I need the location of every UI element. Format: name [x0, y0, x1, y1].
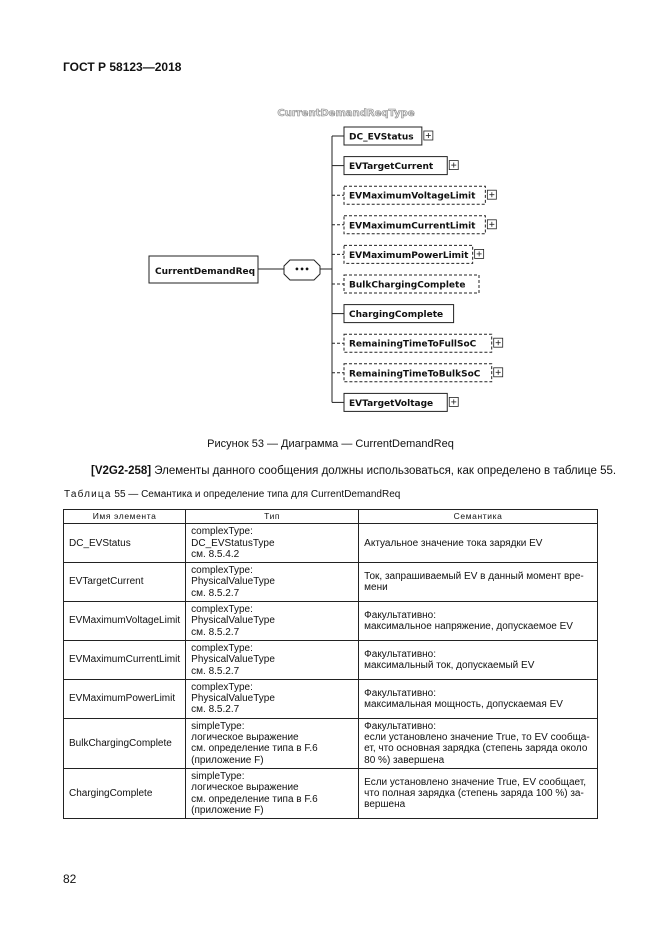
requirement-id: [V2G2-258] — [91, 465, 152, 477]
cell-semantics-line: 80 %) завершена — [364, 754, 445, 766]
requirement-text: Элементы данного сообщения должны использоваться, как определено в таблице 55. — [151, 465, 617, 477]
cell-semantics-line: Актуальное значение тока зарядки EV — [364, 537, 543, 549]
child-element-label: EVMaximumCurrentLimit — [349, 221, 476, 232]
cell-semantics — [359, 768, 598, 818]
table-caption — [64, 489, 400, 500]
cell-semantics — [359, 640, 598, 679]
cell-semantics-line: Факультативно: — [364, 720, 437, 732]
cell-type-line: логическое выражение — [191, 732, 299, 744]
table-row — [64, 524, 598, 563]
cell-type-line: логическое выражение — [191, 782, 299, 794]
figure-caption: Рисунок 53 — Диаграмма — CurrentDemandReq — [207, 438, 454, 450]
cell-semantics-line: Факультативно: — [364, 648, 437, 660]
cell-type-line: PhysicalValueType — [191, 693, 275, 705]
root-element-label: CurrentDemandReq — [155, 267, 256, 277]
cell-semantics — [359, 524, 598, 563]
cell-semantics-line: мени — [364, 582, 388, 594]
cell-type-line: PhysicalValueType — [191, 615, 275, 627]
child-element-label: EVMaximumVoltageLimit — [349, 191, 476, 202]
cell-type — [186, 563, 359, 602]
sequence-icon: ••• — [294, 265, 310, 274]
cell-type-line: (приложение F) — [191, 754, 264, 766]
cell-type-line: complexType: — [191, 526, 253, 538]
cell-semantics-line: что полная зарядка (степень заряда 100 %) за- — [364, 787, 584, 799]
cell-type-line: см. определение типа в F.6 — [191, 793, 318, 805]
header-type: Тип — [186, 510, 359, 524]
cell-semantics-line: Факультативно: — [364, 687, 437, 699]
cell-type-line: см. 8.5.4.2 — [191, 548, 240, 560]
cell-type-line: см. 8.5.2.7 — [191, 626, 240, 638]
cell-type — [186, 679, 359, 718]
cell-semantics-line: вершена — [364, 799, 406, 811]
header-semantics: Семантика — [359, 510, 598, 524]
table-row — [64, 679, 598, 718]
table-caption-label: Таблица — [64, 489, 112, 500]
child-element-label: DC_EVStatus — [349, 132, 414, 143]
cell-semantics — [359, 718, 598, 768]
cell-semantics — [359, 602, 598, 641]
cell-semantics-line: максимальный ток, допускаемый EV — [364, 659, 535, 671]
cell-type — [186, 768, 359, 818]
cell-semantics-line: Если установлено значение True, EV сообщает, — [364, 776, 587, 788]
table-row — [64, 768, 598, 818]
child-element-label: RemainingTimeToBulkSoC — [349, 369, 481, 380]
cell-type-line: complexType: — [191, 681, 253, 693]
table-row — [64, 718, 598, 768]
cell-semantics — [359, 679, 598, 718]
cell-element-name: ChargingComplete — [64, 768, 186, 818]
cell-element-name: EVMaximumVoltageLimit — [64, 602, 186, 641]
table-row — [64, 563, 598, 602]
child-element-label: EVTargetVoltage — [349, 398, 434, 409]
child-element-label: ChargingComplete — [349, 310, 444, 321]
schema-diagram — [0, 0, 661, 440]
cell-semantics-line: максимальная мощность, допускаемая EV — [364, 698, 563, 710]
cell-type-line: PhysicalValueType — [191, 576, 275, 588]
cell-type-line: (приложение F) — [191, 804, 264, 816]
table-row — [64, 640, 598, 679]
cell-element-name: BulkChargingComplete — [64, 718, 186, 768]
cell-type-line: complexType: — [191, 642, 253, 654]
header-name: Имя элемента — [64, 510, 186, 524]
cell-element-name: EVMaximumCurrentLimit — [64, 640, 186, 679]
child-element-label: BulkChargingComplete — [349, 280, 466, 291]
table-caption-text: 55 — Семантика и определение типа для CurrentDemandReq — [111, 489, 401, 500]
diagram-type-name: CurrentDemandReqType — [277, 108, 415, 119]
cell-type-line: complexType: — [191, 565, 253, 577]
cell-type — [186, 602, 359, 641]
cell-type — [186, 640, 359, 679]
cell-element-name: DC_EVStatus — [64, 524, 186, 563]
document-header: ГОСТ Р 58123—2018 — [63, 60, 182, 74]
requirement-paragraph — [91, 465, 616, 477]
cell-semantics — [359, 563, 598, 602]
cell-type-line: см. 8.5.2.7 — [191, 704, 240, 716]
cell-semantics-line: ет, что основная зарядка (степень заряда около — [364, 743, 588, 755]
child-element-label: EVMaximumPowerLimit — [349, 250, 469, 261]
table-row — [64, 602, 598, 641]
cell-type — [186, 718, 359, 768]
cell-type-line: simpleType: — [191, 770, 245, 782]
cell-type-line: simpleType: — [191, 720, 245, 732]
cell-semantics-line: если установлено значение True, то EV сообща- — [364, 732, 590, 744]
cell-semantics-line: Ток, запрашиваемый EV в данный момент вре- — [364, 570, 584, 582]
table-header-row — [64, 510, 598, 524]
cell-type-line: complexType: — [191, 604, 253, 616]
cell-type-line: PhysicalValueType — [191, 654, 275, 666]
cell-type-line: DC_EVStatusType — [191, 537, 275, 549]
child-element-label: EVTargetCurrent — [349, 162, 434, 173]
cell-semantics-line: максимальное напряжение, допускаемое EV — [364, 621, 573, 633]
cell-type — [186, 524, 359, 563]
cell-element-name: EVTargetCurrent — [64, 563, 186, 602]
cell-type-line: см. 8.5.2.7 — [191, 587, 240, 599]
cell-type-line: см. 8.5.2.7 — [191, 665, 240, 677]
page-number: 82 — [63, 872, 77, 886]
cell-element-name: EVMaximumPowerLimit — [64, 679, 186, 718]
cell-semantics-line: Факультативно: — [364, 609, 437, 621]
child-element-label: RemainingTimeToFullSoC — [349, 339, 477, 350]
semantics-table — [63, 509, 598, 819]
cell-type-line: см. определение типа в F.6 — [191, 743, 318, 755]
